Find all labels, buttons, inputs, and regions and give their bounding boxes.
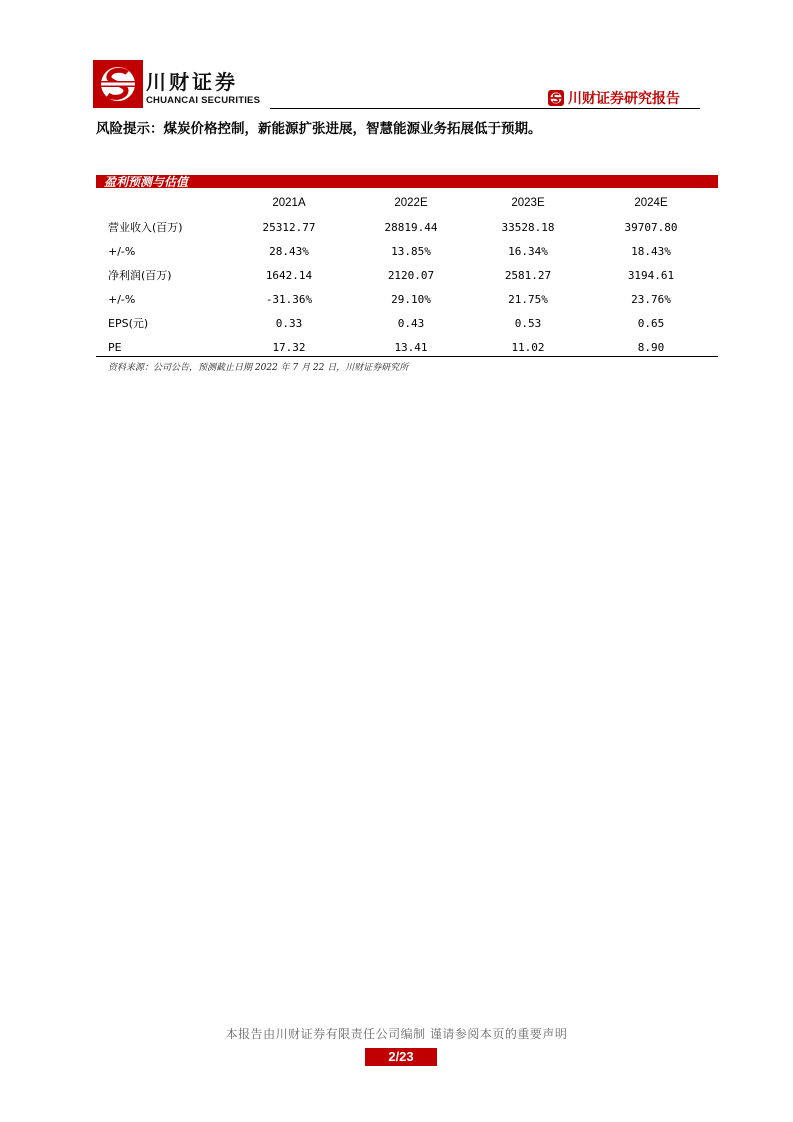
table-cell: 8.90: [637, 340, 665, 354]
table-cell: 3194.61: [627, 268, 675, 282]
table-cell: 29.10%: [391, 292, 431, 306]
table-row: [96, 215, 718, 239]
table-cell: 28.43%: [269, 244, 309, 258]
brand-name-en: CHUANCAI SECURITIES: [146, 95, 261, 106]
table-cell: 28819.44: [384, 220, 438, 234]
report-tag: [548, 89, 680, 107]
table-bottom-rule: [96, 356, 718, 357]
table-row: [96, 311, 718, 335]
column-header: 2023E: [511, 197, 545, 209]
column-header: 2021A: [272, 197, 306, 209]
table-cell: 16.34%: [508, 244, 548, 258]
row-label: PE: [108, 340, 122, 354]
table-row: [96, 239, 718, 263]
table-cell: 1642.14: [265, 268, 313, 282]
table-title-bar: [96, 175, 718, 188]
table-row: [96, 287, 718, 311]
table-cell: 39707.80: [624, 220, 678, 234]
header-divider: [270, 108, 700, 109]
table-cell: 33528.18: [501, 220, 555, 234]
row-label: EPS(元): [108, 317, 149, 330]
table-cell: 2581.27: [504, 268, 552, 282]
row-label: 营业收入(百万): [108, 221, 183, 234]
report-tag-text: 川财证券研究报告: [568, 91, 680, 107]
column-header: [96, 191, 228, 215]
row-label: 净利润(百万): [108, 269, 172, 282]
table-row: [96, 263, 718, 287]
table-cell: 23.76%: [631, 292, 671, 306]
table-cell: 11.02: [511, 340, 545, 354]
brand-name-cn: 川财证券: [146, 70, 238, 94]
table-cell: 13.85%: [391, 244, 431, 258]
forecast-table: [96, 191, 718, 359]
footer-statement: 本报告由川财证券有限责任公司编制 谨请参阅本页的重要声明: [225, 1027, 568, 1041]
table-cell: 13.41: [394, 340, 428, 354]
table-cell: 18.43%: [631, 244, 671, 258]
column-header: 2022E: [394, 197, 428, 209]
table-cell: 25312.77: [262, 220, 316, 234]
page-number: 2/23: [365, 1048, 437, 1066]
chuancai-s-logo-icon: [93, 60, 143, 108]
small-logo-icon: [548, 90, 564, 106]
row-label: +/-%: [108, 244, 136, 258]
table-source-note: 资料来源：公司公告，预测截止日期 2022 年 7 月 22 日，川财证券研究所: [108, 363, 409, 373]
row-label: +/-%: [108, 292, 136, 306]
table-cell: 17.32: [272, 340, 306, 354]
table-cell: 2120.07: [387, 268, 435, 282]
risk-note: 风险提示：煤炭价格控制，新能源扩张进展，智慧能源业务拓展低于预期。: [96, 121, 542, 137]
table-cell: 0.43: [397, 316, 425, 330]
table-header-row: [96, 191, 718, 215]
table-title: 盈利预测与估值: [104, 175, 189, 189]
table-cell: 21.75%: [508, 292, 548, 306]
table-cell: -31.36%: [265, 292, 313, 306]
table-cell: 0.53: [514, 316, 542, 330]
column-header: 2024E: [634, 197, 668, 209]
table-cell: 0.33: [275, 316, 303, 330]
table-cell: 0.65: [637, 316, 665, 330]
